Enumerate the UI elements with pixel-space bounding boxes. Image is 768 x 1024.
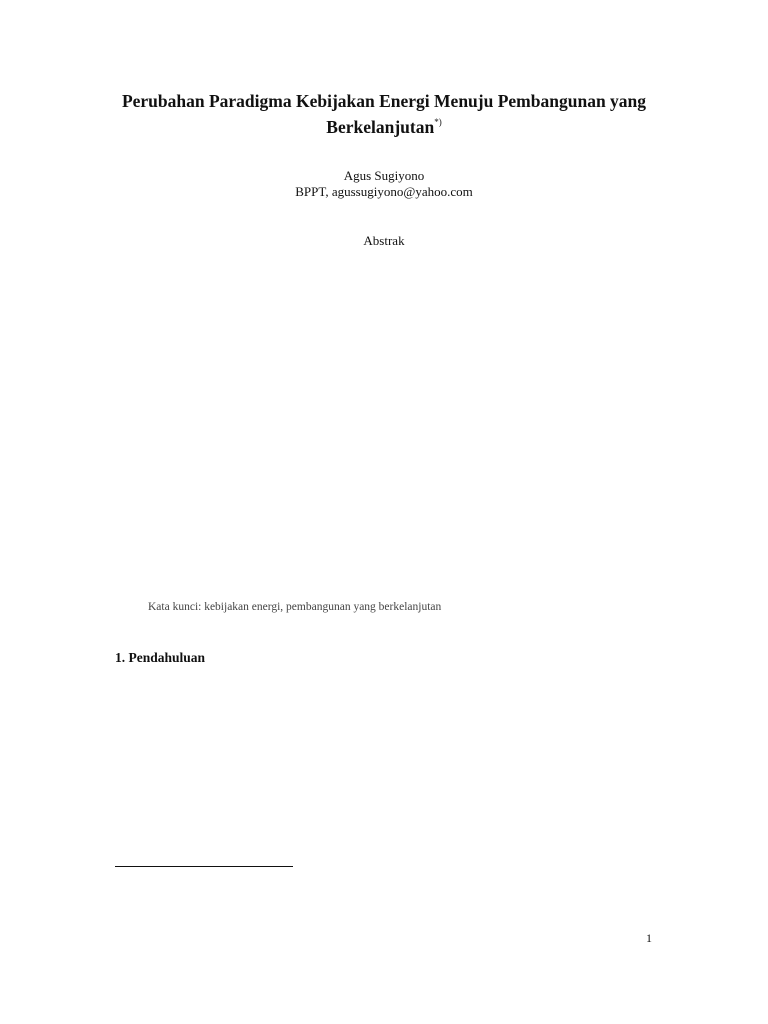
footnote-rule xyxy=(115,866,293,867)
affiliation: BPPT, agussugiyono@yahoo.com xyxy=(295,184,473,199)
author: Agus Sugiyono xyxy=(343,168,425,183)
paper-title: Perubahan Paradigma Kebijakan Energi Menuju Pembangunan yang Berkelanjutan*) xyxy=(121,91,647,137)
keywords: Kata kunci: kebijakan energi, pembangunan yang berkelanjutan xyxy=(148,601,442,613)
page-number: 1 xyxy=(646,931,652,945)
abstract-heading: Abstrak xyxy=(363,233,405,248)
section-heading: 1. Pendahuluan xyxy=(115,650,206,665)
